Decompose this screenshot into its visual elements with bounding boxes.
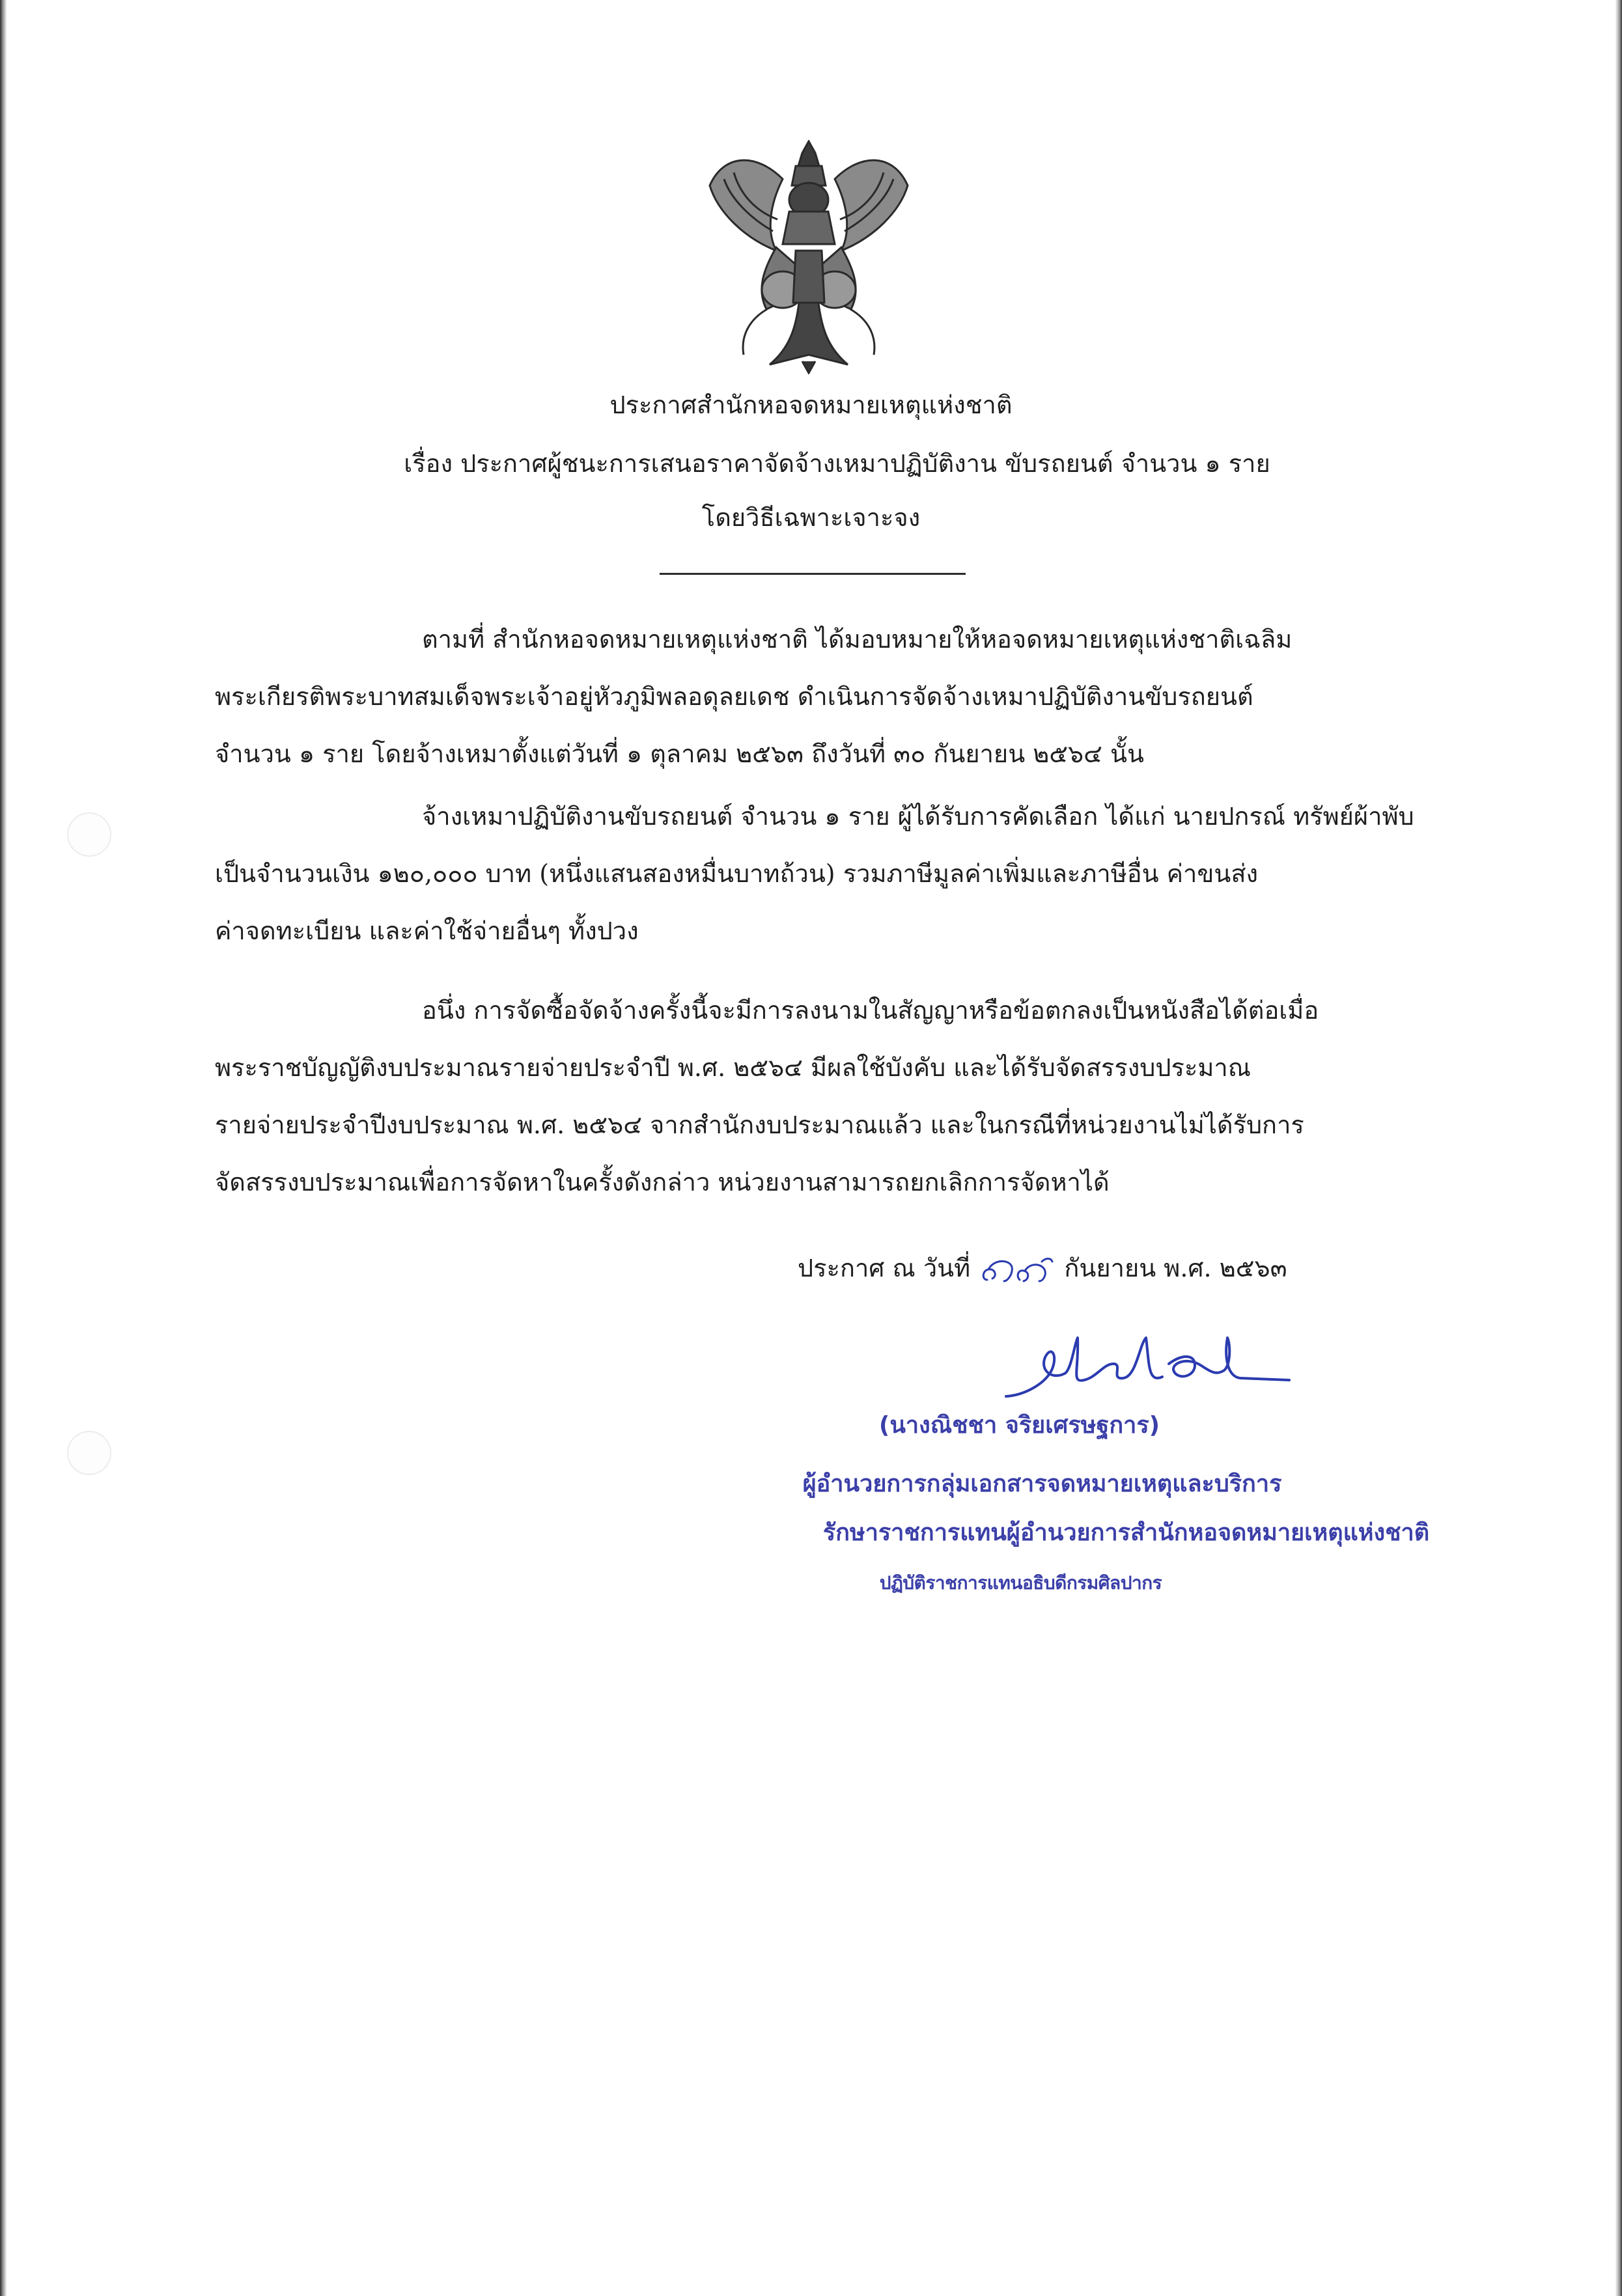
procurement-method: โดยวิธีเฉพาะเจาะจง xyxy=(701,503,921,532)
date-suffix: กันยายน พ.ศ. ๒๕๖๓ xyxy=(1064,1254,1287,1282)
garuda-emblem-icon xyxy=(705,140,913,374)
announcement-date xyxy=(798,1249,1287,1288)
punch-hole-top xyxy=(67,812,111,857)
paragraph-line: พระเกียรติพระบาทสมเด็จพระเจ้าอยู่หัวภูมิพลอดุลยเดช ดำเนินการจัดจ้างเหมาปฏิบัติงานขับรถยนต์ xyxy=(215,682,1253,711)
handwritten-day xyxy=(978,1254,1056,1288)
signatory-name: (นางณิชชา จริยเศรษฐการ) xyxy=(878,1412,1160,1439)
date-prefix: ประกาศ ณ วันที่ xyxy=(798,1254,971,1282)
signatory-title-1: ผู้อำนวยการกลุ่มเอกสารจดหมายเหตุและบริการ xyxy=(802,1471,1282,1497)
paragraph-line: พระราชบัญญัติงบประมาณรายจ่ายประจำปี พ.ศ. ๒๕๖๔ มีผลใช้บังคับ และได้รับจัดสรรงบประมาณ xyxy=(215,1053,1251,1082)
announcement-title: ประกาศสำนักหอจดหมายเหตุแห่งชาติ xyxy=(609,391,1013,419)
paragraph-line: จำนวน ๑ ราย โดยจ้างเหมาตั้งแต่วันที่ ๑ ตุลาคม ๒๕๖๓ ถึงวันที่ ๓๐ กันยายน ๒๕๖๔ นั้น xyxy=(215,740,1144,768)
signatory-title-2: รักษาราชการแทนผู้อำนวยการสำนักหอจดหมายเหตุแห่งชาติ xyxy=(822,1519,1430,1546)
signature xyxy=(1000,1318,1293,1419)
scan-edge-right xyxy=(1615,0,1622,2296)
signatory-title-3: ปฏิบัติราชการแทนอธิบดีกรมศิลปากร xyxy=(879,1572,1162,1594)
punch-hole-bottom xyxy=(67,1431,111,1475)
scan-edge-left xyxy=(0,0,7,2296)
paragraph-1 xyxy=(215,611,1426,782)
paragraph-3 xyxy=(215,982,1426,1211)
paragraph-line: ค่าจดทะเบียน และค่าใช้จ่ายอื่นๆ ทั้งปวง xyxy=(215,917,639,945)
paragraph-line: เป็นจำนวนเงิน ๑๒๐,๐๐๐ บาท (หนึ่งแสนสองหมื่นบาทถ้วน) รวมภาษีมูลค่าเพิ่มและภาษีอื่น ค่าขนส่ง xyxy=(215,859,1259,888)
paragraph-line: จ้างเหมาปฏิบัติงานขับรถยนต์ จำนวน ๑ ราย ผู้ได้รับการคัดเลือก ได้แก่ นายปกรณ์ ทรัพย์ผ้าพับ xyxy=(422,802,1414,831)
paragraph-line: อนึ่ง การจัดซื้อจัดจ้างครั้งนี้จะมีการลงนามในสัญญาหรือข้อตกลงเป็นหนังสือได้ต่อเมื่อ xyxy=(422,996,1319,1025)
paragraph-line: ตามที่ สำนักหอจดหมายเหตุแห่งชาติ ได้มอบหมายให้หอจดหมายเหตุแห่งชาติเฉลิม xyxy=(422,625,1293,654)
paragraph-line: รายจ่ายประจำปีงบประมาณ พ.ศ. ๒๕๖๔ จากสำนักงบประมาณแล้ว และในกรณีที่หน่วยงานไม่ได้รับการ xyxy=(215,1111,1304,1139)
paragraph-line: จัดสรรงบประมาณเพื่อการจัดหาในครั้งดังกล่าว หน่วยงานสามารถยกเลิกการจัดหาได้ xyxy=(215,1168,1110,1196)
header-divider xyxy=(660,573,966,575)
announcement-subject: เรื่อง ประกาศผู้ชนะการเสนอราคาจัดจ้างเหมาปฏิบัติงาน ขับรถยนต์ จำนวน ๑ ราย xyxy=(404,449,1270,478)
paragraph-2 xyxy=(215,788,1426,960)
